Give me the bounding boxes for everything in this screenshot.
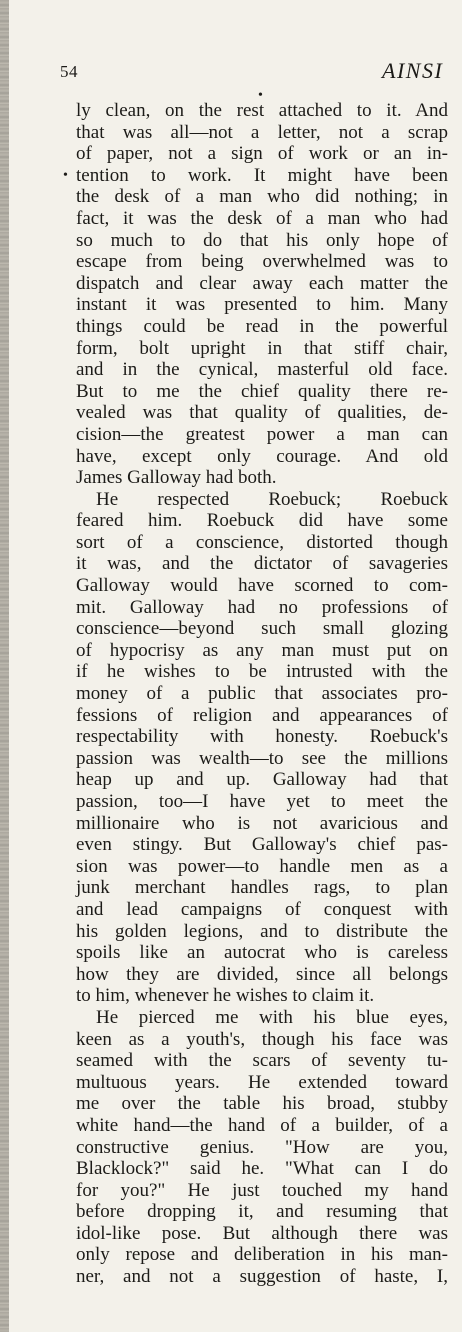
text-line: only repose and deliberation in his man- bbox=[76, 1244, 448, 1266]
text-line: me over the table his broad, stubby bbox=[76, 1093, 448, 1115]
text-line: even stingy. But Galloway's chief pas- bbox=[76, 834, 448, 856]
text-line: cision—the greatest power a man can bbox=[76, 423, 448, 445]
text-line: and in the cynical, masterful old face. bbox=[76, 359, 448, 381]
text-line: idol-like pose. But although there was bbox=[76, 1222, 448, 1244]
text-line: millionaire who is not avaricious and bbox=[76, 812, 448, 834]
text-line: But to me the chief quality there re- bbox=[76, 380, 448, 402]
text-line: Galloway would have scorned to com- bbox=[76, 575, 448, 597]
text-line: escape from being overwhelmed was to bbox=[76, 251, 448, 273]
text-line: mit. Galloway had no professions of bbox=[76, 596, 448, 618]
text-line: keen as a youth's, though his face was bbox=[76, 1028, 448, 1050]
text-line: conscience—beyond such small glozing bbox=[76, 618, 448, 640]
text-line: it was, and the dictator of savageries bbox=[76, 553, 448, 575]
text-line: the desk of a man who did nothing; in bbox=[76, 186, 448, 208]
running-head: AINSI bbox=[382, 58, 444, 83]
margin-dot-mark: • bbox=[63, 168, 68, 183]
text-line: things could be read in the powerful bbox=[76, 315, 448, 337]
page-header bbox=[0, 50, 462, 90]
text-line: money of a public that associates pro- bbox=[76, 683, 448, 705]
text-line: constructive genius. "How are you, bbox=[76, 1136, 448, 1158]
text-line: his golden legions, and to distribute the bbox=[76, 920, 448, 942]
text-line: before dropping it, and resuming that bbox=[76, 1201, 448, 1223]
text-line: how they are divided, since all belongs bbox=[76, 963, 448, 985]
text-line: instant it was presented to him. Many bbox=[76, 294, 448, 316]
text-line: dispatch and clear away each matter the bbox=[76, 272, 448, 294]
text-line: for you?" He just touched my hand bbox=[76, 1179, 448, 1201]
text-line: fact, it was the desk of a man who had bbox=[76, 207, 448, 229]
paragraph-end-line: to him, whenever he wishes to claim it. bbox=[76, 985, 375, 1007]
text-line: of paper, not a sign of work or an in- bbox=[76, 143, 448, 165]
page-number: 54 bbox=[60, 62, 78, 81]
text-line: of hypocrisy as any man must put on bbox=[76, 639, 448, 661]
text-line: fessions of religion and appearances of bbox=[76, 704, 448, 726]
text-line: form, bolt upright in that stiff chair, bbox=[76, 337, 448, 359]
text-line: feared him. Roebuck did have some bbox=[76, 510, 448, 532]
text-line: so much to do that his only hope of bbox=[76, 229, 448, 251]
text-line: white hand—the hand of a builder, of a bbox=[76, 1114, 448, 1136]
text-line: vealed was that quality of qualities, de- bbox=[76, 402, 448, 424]
text-line: heap up and up. Galloway had that bbox=[76, 769, 448, 791]
text-line: passion was wealth—to see the millions bbox=[76, 747, 448, 769]
paragraph-end-line: James Galloway had both. bbox=[76, 467, 277, 489]
body-text bbox=[76, 100, 448, 1288]
paragraph-start-line: He respected Roebuck; Roebuck bbox=[96, 488, 448, 510]
text-line: if he wishes to be intrusted with the bbox=[76, 661, 448, 683]
text-line: sion was power—to handle men as a bbox=[76, 855, 448, 877]
text-line: Blacklock?" said he. "What can I do bbox=[76, 1158, 448, 1180]
text-line: tention to work. It might have been bbox=[76, 164, 448, 186]
text-line: that was all—not a letter, not a scrap bbox=[76, 121, 448, 143]
text-line: spoils like an autocrat who is careless bbox=[76, 942, 448, 964]
text-line: ner, and not a suggestion of haste, I, bbox=[76, 1266, 448, 1288]
text-line: passion, too—I have yet to meet the bbox=[76, 791, 448, 812]
printer-dot-mark: • bbox=[258, 88, 263, 103]
text-line: and lead campaigns of conquest with bbox=[76, 898, 448, 920]
text-line: respectability with honesty. Roebuck's bbox=[76, 726, 448, 748]
text-line: ly clean, on the rest attached to it. And bbox=[76, 100, 448, 121]
text-line: multuous years. He extended toward bbox=[76, 1071, 448, 1093]
page-binding-edge bbox=[0, 0, 9, 1332]
text-line: seamed with the scars of seventy tu- bbox=[76, 1050, 448, 1072]
paragraph-start-line: He pierced me with his blue eyes, bbox=[96, 1006, 448, 1028]
text-line: junk merchant handles rags, to plan bbox=[76, 877, 448, 899]
text-line: sort of a conscience, distorted though bbox=[76, 531, 448, 553]
text-line: have, except only courage. And old bbox=[76, 445, 448, 467]
